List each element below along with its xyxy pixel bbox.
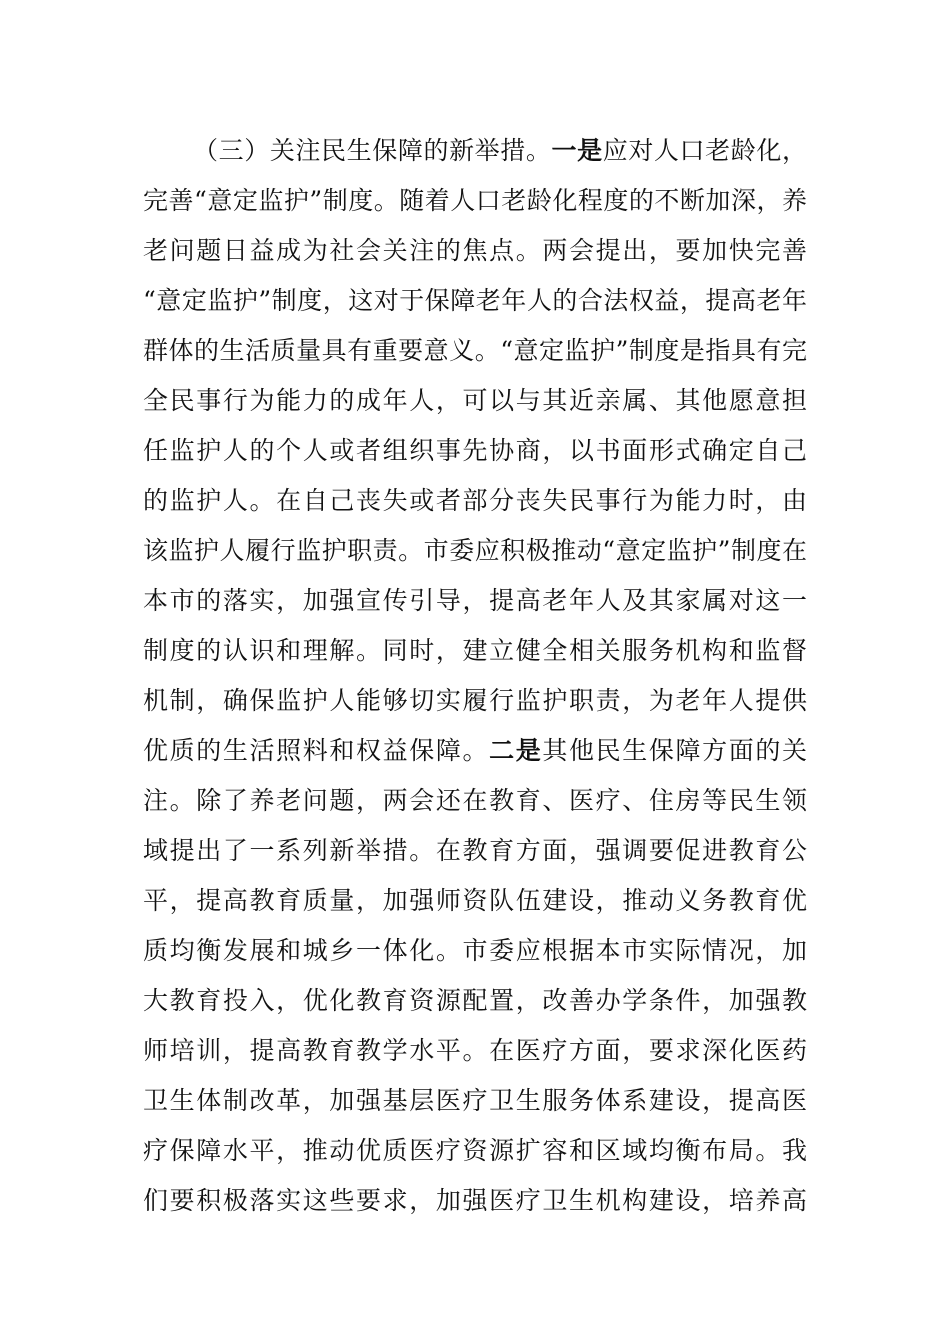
text-line-21: 疗保障水平，推动优质医疗资源扩容和区域均衡布局。我 bbox=[143, 1136, 807, 1165]
text-line-9: 该监护人履行监护职责。市委应积极推动“意定监护”制度在 bbox=[143, 536, 807, 565]
text-line-13-head: 优质的生活照料和权益保障。 bbox=[143, 736, 490, 765]
text-line-1-tail: 应对人口老龄化， bbox=[602, 136, 807, 165]
text-line-11: 制度的认识和理解。同时，建立健全相关服务机构和监督 bbox=[143, 636, 807, 665]
text-line-7: 任监护人的个人或者组织事先协商，以书面形式确定自己 bbox=[143, 436, 807, 465]
text-line-16: 平，提高教育质量，加强师资队伍建设，推动义务教育优 bbox=[143, 886, 807, 915]
body-paragraph bbox=[143, 126, 807, 1226]
text-line-19: 师培训，提高教育教学水平。在医疗方面，要求深化医药 bbox=[143, 1036, 807, 1065]
text-line-20: 卫生体制改革，加强基层医疗卫生服务体系建设，提高医 bbox=[143, 1086, 807, 1115]
text-line-8: 的监护人。在自己丧失或者部分丧失民事行为能力时，由 bbox=[143, 486, 807, 515]
text-line-1 bbox=[143, 126, 807, 176]
text-line-14: 注。除了养老问题，两会还在教育、医疗、住房等民生领 bbox=[143, 786, 807, 815]
point-two-marker: 二是 bbox=[489, 736, 543, 765]
section-heading: （三）关注民生保障的新举措。 bbox=[193, 136, 552, 165]
text-line-13-tail: 其他民生保障方面的关 bbox=[542, 736, 807, 765]
text-line-2: 完善“意定监护”制度。随着人口老龄化程度的不断加深，养 bbox=[143, 186, 807, 215]
text-line-6: 全民事行为能力的成年人，可以与其近亲属、其他愿意担 bbox=[143, 386, 807, 415]
text-line-15: 域提出了一系列新举措。在教育方面，强调要促进教育公 bbox=[143, 836, 807, 865]
text-line-13 bbox=[143, 726, 807, 776]
text-line-22: 们要积极落实这些要求，加强医疗卫生机构建设，培养高 bbox=[143, 1186, 807, 1215]
text-line-5: 群体的生活质量具有重要意义。“意定监护”制度是指具有完 bbox=[143, 336, 807, 365]
text-line-10: 本市的落实，加强宣传引导，提高老年人及其家属对这一 bbox=[143, 586, 807, 615]
text-line-17: 质均衡发展和城乡一体化。市委应根据本市实际情况，加 bbox=[143, 936, 807, 965]
point-one-marker: 一是 bbox=[551, 136, 603, 165]
text-line-3: 老问题日益成为社会关注的焦点。两会提出，要加快完善 bbox=[143, 236, 807, 265]
text-line-4: “意定监护”制度，这对于保障老年人的合法权益，提高老年 bbox=[143, 286, 807, 315]
text-line-18: 大教育投入，优化教育资源配置，改善办学条件，加强教 bbox=[143, 986, 807, 1015]
text-line-12: 机制，确保监护人能够切实履行监护职责，为老年人提供 bbox=[143, 686, 807, 715]
